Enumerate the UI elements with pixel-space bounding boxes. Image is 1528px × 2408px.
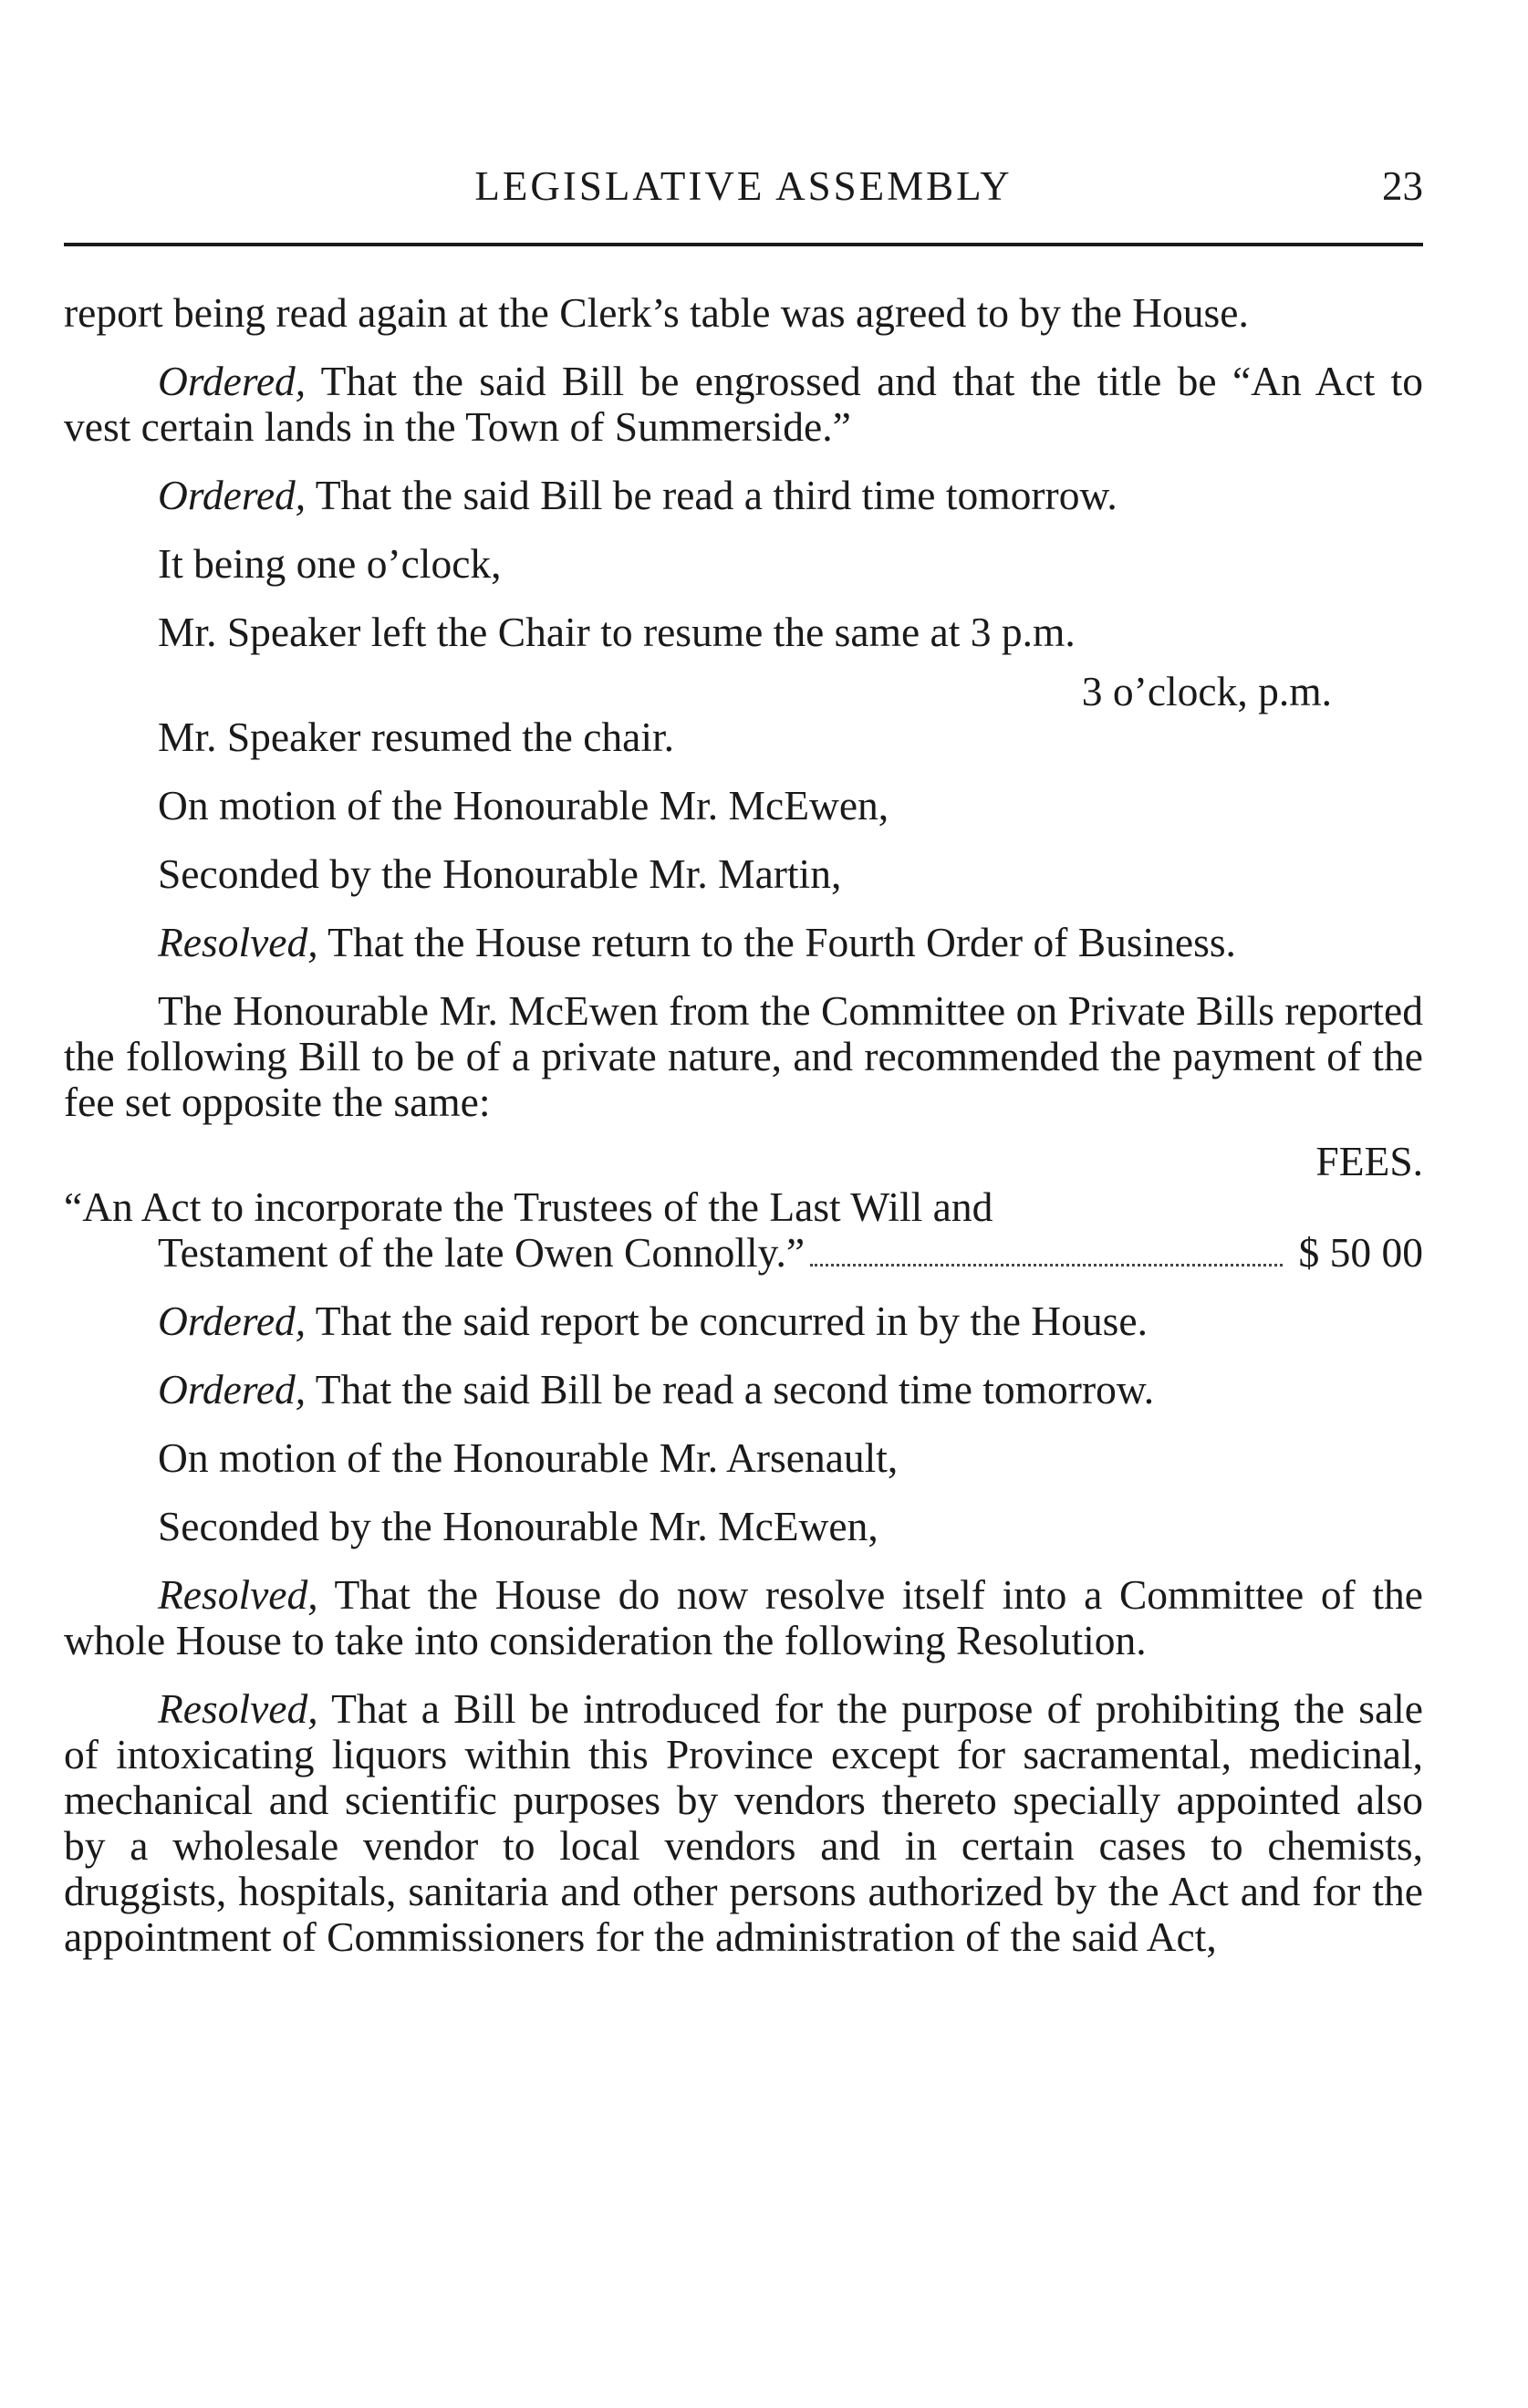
paragraph-committee-report: The Honourable Mr. McEwen from the Committee on Private Bills reported the following Bill to be of a private nature, and recommended the payment of the fee set opposite the same: (64, 987, 1423, 1125)
ordered-label: Ordered, (158, 472, 307, 518)
fee-entry (64, 1184, 1423, 1276)
resolved-text: That the House do now resolve itself into a Committee of the whole House to take into consideration the following Resolution. (64, 1571, 1423, 1663)
page-number: 23 (1382, 163, 1423, 209)
ordered-label: Ordered, (158, 1298, 307, 1344)
resolved-label: Resolved, (158, 1685, 318, 1732)
paragraph-ordered-second-reading (64, 1367, 1423, 1412)
page-body (64, 290, 1423, 1983)
time-heading: 3 o’clock, p.m. (1081, 668, 1332, 714)
resolved-text: That a Bill be introduced for the purpose of prohibiting the sale of intoxicating liquors within this Province except for sacramental, medicinal, mechanical and scientific purposes by vendors thereto specially appointed also by a wholesale vendor to local vendors and in certain cases to chemists, druggists, hospitals, sanitaria and other persons authorized by the Act and for the appointment of Commissioners for the administration of the said Act, (64, 1685, 1423, 1960)
ordered-text: That the said Bill be read a second time tomorrow. (306, 1366, 1155, 1412)
fees-heading: FEES. (1315, 1138, 1423, 1184)
paragraph-ordered-concurred (64, 1298, 1423, 1344)
paragraph-speaker-left: Mr. Speaker left the Chair to resume the same at 3 p.m. (158, 609, 1076, 655)
paragraph-ordered-third-reading (64, 473, 1423, 518)
paragraph-report-continuation: report being read again at the Clerk’s table was agreed to by the House. (64, 289, 1249, 336)
header-rule (64, 243, 1423, 246)
ordered-label: Ordered, (158, 1366, 307, 1412)
paragraph-one-oclock: It being one o’clock, (158, 540, 502, 587)
paragraph-seconded-mcewen: Seconded by the Honourable Mr. McEwen, (158, 1503, 878, 1549)
resolved-label: Resolved, (158, 1571, 318, 1618)
resolved-label: Resolved, (158, 919, 318, 965)
resolved-text: That the House return to the Fourth Order of Business. (317, 919, 1236, 965)
paragraph-resolved-committee (64, 1572, 1423, 1663)
dot-leaders (810, 1264, 1282, 1267)
fee-bill-title-line1: “An Act to incorporate the Trustees of the Last Will and (64, 1183, 993, 1230)
paragraph-seconded-martin: Seconded by the Honourable Mr. Martin, (158, 850, 842, 897)
ordered-text: That the said report be concurred in by the House. (306, 1298, 1148, 1344)
running-header (64, 155, 1423, 219)
fee-amount: $ 50 00 (1298, 1229, 1423, 1276)
ordered-text: That the said Bill be engrossed and that the title be “An Act to vest certain lands in the Town of Summerside.” (64, 358, 1423, 450)
fee-bill-title-line2: Testament of the late Owen Connolly.” (158, 1229, 806, 1276)
paragraph-motion-mcewen: On motion of the Honourable Mr. McEwen, (158, 782, 889, 829)
paragraph-resolved-bill-prohibition (64, 1686, 1423, 1960)
paragraph-resolved-fourth-order (64, 920, 1423, 965)
header-title: LEGISLATIVE ASSEMBLY (474, 163, 1013, 209)
paragraph-ordered-engrossed (64, 359, 1423, 450)
paragraph-motion-arsenault: On motion of the Honourable Mr. Arsenault, (158, 1434, 899, 1481)
ordered-label: Ordered, (158, 358, 307, 404)
paragraph-speaker-resumed: Mr. Speaker resumed the chair. (158, 714, 675, 760)
ordered-text: That the said Bill be read a third time tomorrow. (306, 472, 1117, 518)
fee-bill-title-line2-row (158, 1230, 1423, 1276)
